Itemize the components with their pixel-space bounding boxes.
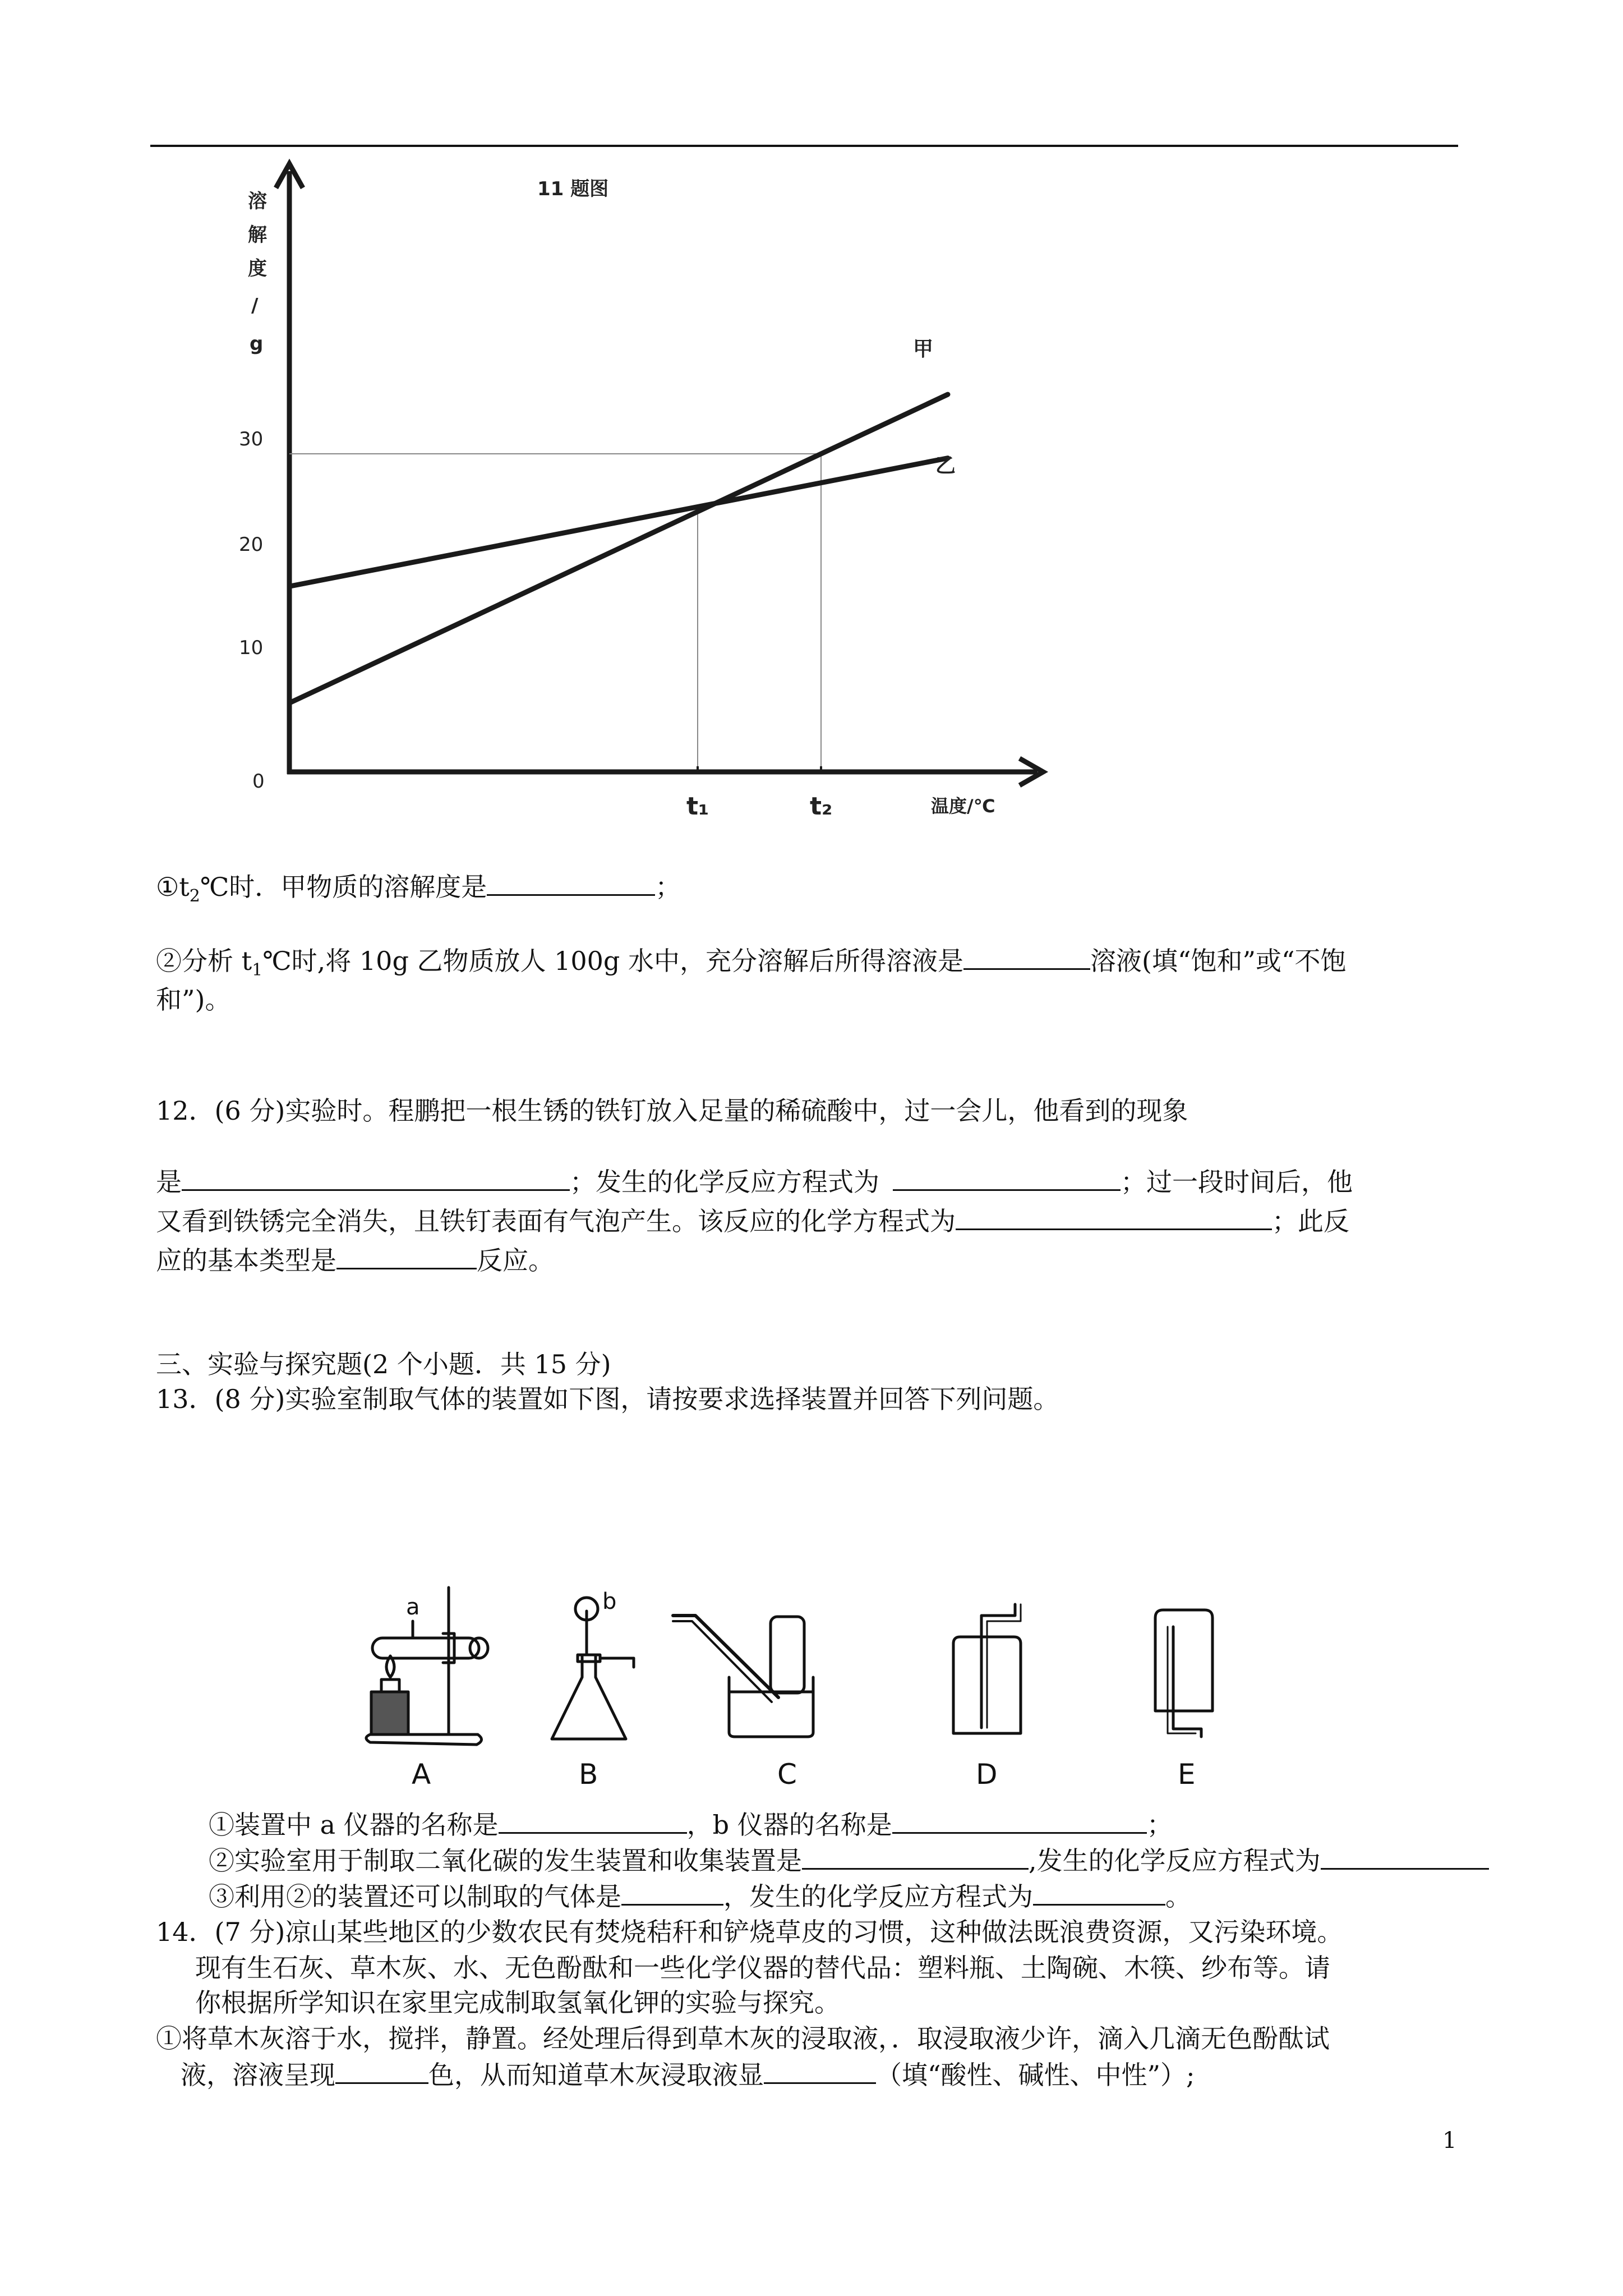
q12-blank-equation-1[interactable] — [893, 1165, 1121, 1191]
apparatus-label-b: B — [579, 1758, 598, 1791]
q12-blank-equation-2[interactable] — [956, 1204, 1272, 1230]
y-label-char-5: g — [250, 333, 264, 355]
q11-part2: ②分析 $t_1℃$时,将 10g 乙物质放人 100g 水中，充分溶解后所得溶液是 溶液(填“饱和”或“不饱 — [156, 944, 1347, 987]
q13-sub3: ③利用②的装置还可以制取的气体是 ，发生的化学反应方程式为 。 — [209, 1879, 1191, 1913]
q14-blank-property[interactable] — [764, 2058, 876, 2084]
x-axis-label: 温度/℃ — [931, 795, 995, 817]
y-label-char-1: 溶 — [248, 190, 267, 213]
q13-intro: 13．(8 分)实验室制取气体的装置如下图，请按要求选择装置并回答下列问题。 — [156, 1384, 1059, 1414]
apparatus-d — [953, 1604, 1021, 1733]
series-label-jia: 甲 — [913, 338, 934, 361]
q13-sub1: ①装置中 a 仪器的名称是 ，b 仪器的名称是 ； — [209, 1807, 1173, 1842]
q13-sub2: ②实验室用于制取二氧化碳的发生装置和收集装置是 ,发生的化学反应方程式为 — [209, 1843, 1489, 1878]
q12-line3: 又看到铁锈完全消失，且铁钉表面有气泡产生。该反应的化学方程式为 ；此反 — [156, 1204, 1349, 1238]
y-label-char-4: / — [251, 295, 259, 317]
y-tick-20: 20 — [239, 533, 264, 556]
q11-blank-1[interactable] — [487, 869, 655, 896]
origin-label: 0 — [252, 770, 265, 793]
q12-blank-reaction-type[interactable] — [336, 1243, 477, 1269]
series-line-jia — [289, 394, 948, 703]
apparatus-figure — [336, 1582, 1267, 1795]
q12-line1: 12．(6 分)实验时。程鹏把一根生锈的铁钉放入足量的稀硫酸中，过一会儿，他看到的现象 — [156, 1096, 1188, 1126]
q14-line3: 你根据所学知识在家里完成制取氢氧化钾的实验与探究。 — [195, 1987, 840, 2018]
apparatus-label-a: A — [412, 1758, 431, 1791]
chart-title: 11 题图 — [537, 178, 609, 200]
q14-line2: 现有生石灰、草木灰、水、无色酚酞和一些化学仪器的替代品：塑料瓶、土陶碗、木筷、纱布等。请 — [195, 1953, 1330, 1983]
apparatus-label-e: E — [1178, 1758, 1196, 1791]
page-number: 1 — [1442, 2128, 1457, 2154]
q12-blank-phenomenon[interactable] — [182, 1165, 570, 1191]
q13-blank-a-name[interactable] — [499, 1807, 687, 1834]
q14-blank-color[interactable] — [335, 2058, 428, 2084]
apparatus-label-c: C — [777, 1758, 797, 1791]
y-tick-30: 30 — [239, 428, 264, 450]
q11-part1: $①t_2℃$时．甲物质的溶解度是 ； — [156, 869, 681, 913]
q13-blank-b-name[interactable] — [892, 1807, 1147, 1834]
q11-blank-2[interactable] — [963, 944, 1090, 970]
apparatus-e — [1155, 1610, 1212, 1737]
q11-part2-cont: 和”)。 — [156, 984, 231, 1015]
x-tick-t2: t₂ — [810, 792, 833, 821]
q13-blank-other-gas[interactable] — [621, 1879, 723, 1906]
y-label-char-3: 度 — [248, 257, 267, 280]
series-line-yi — [289, 458, 948, 587]
apparatus-b — [552, 1598, 634, 1739]
q12-line4: 应的基本类型是 反应。 — [156, 1243, 554, 1277]
q12-line2: 是 ；发生的化学反应方程式为 ；过一段时间后，他 — [156, 1165, 1353, 1199]
y-label-char-2: 解 — [248, 224, 267, 246]
y-tick-10: 10 — [239, 637, 264, 659]
apparatus-a-part-label: a — [406, 1594, 420, 1620]
q13-blank-co2-equation[interactable] — [1321, 1843, 1489, 1870]
apparatus-a — [366, 1588, 488, 1745]
section-3-heading: 三、实验与探究题(2 个小题．共 15 分) — [156, 1349, 611, 1379]
q13-blank-other-equation[interactable] — [1033, 1879, 1165, 1906]
q14-line4: ①将草木灰溶于水，搅拌，静置。经处理后得到草木灰的浸取液，．取浸取液少许，滴入几滴无色酚酞试 — [156, 2023, 1330, 2054]
apparatus-c — [673, 1616, 813, 1737]
q14-line1: 14．(7 分)凉山某些地区的少数农民有焚烧秸秆和铲烧草皮的习惯，这种做法既浪费资源，又污染环境。 — [156, 1917, 1343, 1947]
apparatus-label-d: D — [976, 1758, 998, 1791]
series-label-yi: 乙 — [935, 454, 956, 477]
q13-blank-apparatus[interactable] — [802, 1843, 1029, 1870]
solubility-chart — [0, 0, 1623, 875]
q14-line5: 液，溶液呈现 色，从而知道草木灰浸取液显 （填“酸性、碱性、中性”）; — [181, 2058, 1195, 2092]
x-tick-t1: t₁ — [686, 792, 709, 821]
apparatus-b-part-label: b — [602, 1589, 617, 1614]
